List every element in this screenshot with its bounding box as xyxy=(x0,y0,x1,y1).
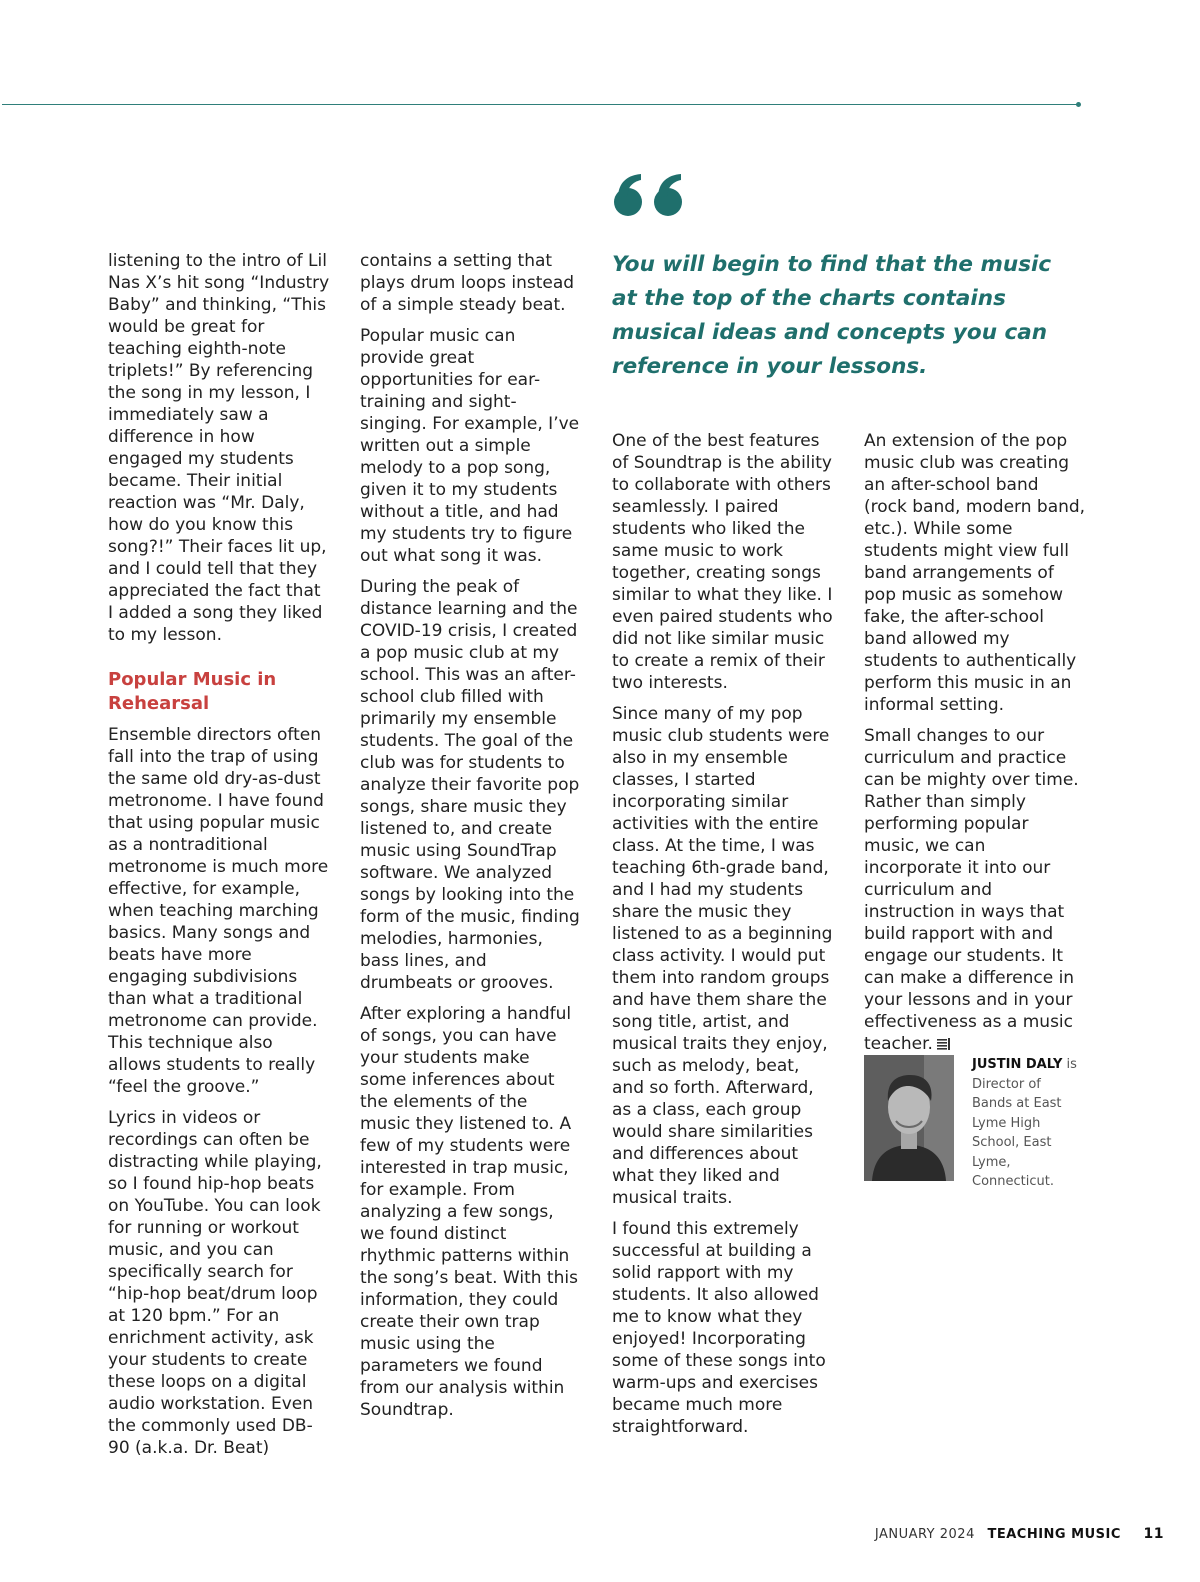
paragraph: Ensemble directors often fall into the trap of using the same old dry-as-dust metronome. I have found that using popular music as a nontraditional metronome is much more effective, for example, when teaching marching basics. Many songs and beats have more engaging subdivisions than what a traditional metronome can provide. This technique also allows students to really “feel the groove.” xyxy=(108,725,329,1097)
quote-mark-icon xyxy=(612,170,692,220)
paragraph xyxy=(864,725,1086,1055)
paragraph: I found this extremely successful at building a solid rapport with my students. It also allowed me to know what they enjoyed! Incorporating some of these songs into warm-ups and exercises became much more straightforward. xyxy=(612,1219,826,1437)
column-3 xyxy=(612,430,834,1447)
page-number: 11 xyxy=(1143,1526,1164,1542)
paragraph-text: Small changes to our curriculum and practice can be mighty over time. Rather than simply performing popular music, we can incorporate it into our curriculum and instruction in ways that build rapport with and engage our students. It can make a difference in your lessons and in your effectiveness as a music teacher. xyxy=(864,726,1079,1054)
top-rule-dot xyxy=(1076,102,1081,107)
author-bio-text xyxy=(972,1055,1082,1192)
issue-date: JANUARY 2024 xyxy=(874,1527,975,1542)
section-heading: Popular Music in Rehearsal xyxy=(108,669,277,714)
author-description: is Director of Bands at East Lyme High School, East Lyme, Connecticut. xyxy=(972,1057,1077,1189)
author-bio xyxy=(864,1055,1094,1189)
paragraph: listening to the intro of Lil Nas X’s hit song “Industry Baby” and thinking, “This would be great for teaching eighth-note triplets!” By referencing the song in my lesson, I immediately saw a difference in how engaged my students became. Their initial reaction was “Mr. Daly, how do you know this song?!” Their faces lit up, and I could tell that they appreciated the fact that I added a song they liked to my lesson. xyxy=(108,251,330,645)
author-name: JUSTIN DALY xyxy=(972,1057,1063,1072)
author-photo xyxy=(864,1055,954,1181)
paragraph: Lyrics in videos or recordings can often be distracting while playing, so I found hip-hop beats on YouTube. You can look for running or workout music, and you can specifically search for “hip-hop beat/drum loop at 120 bpm.” For an enrichment activity, ask your students to create these loops on a digital audio workstation. Even the commonly used DB-90 (a.k.a. Dr. Beat) xyxy=(108,1108,322,1458)
paragraph: After exploring a handful of songs, you can have your students make some inferences about the elements of the music they listened to. A few of my students were interested in trap music, for example. From analyzing a few songs, we found distinct rhythmic patterns within the song’s beat. With this information, they could create their own trap music using the parameters we found from our analysis within Soundtrap. xyxy=(360,1004,578,1420)
pull-quote: You will begin to find that the music at the top of the charts contains musical ideas and concepts you can reference in your lessons. xyxy=(612,252,1052,379)
paragraph: contains a setting that plays drum loops instead of a simple steady beat. xyxy=(360,251,575,315)
magazine-title: TEACHING MUSIC xyxy=(987,1527,1121,1542)
paragraph: Popular music can provide great opportunities for ear-training and sight-singing. For example, I’ve written out a simple melody to a pop song, given it to my students without a title, and had my students try to figure out what song it was. xyxy=(360,326,580,566)
paragraph: An extension of the pop music club was creating an after-school band (rock band, modern band, etc.). While some students might view full band arrangements of pop music as somehow fake, the after-school band allowed my students to authentically perform this music in an informal setting. xyxy=(864,431,1086,715)
end-mark-icon xyxy=(937,1038,951,1050)
top-rule xyxy=(2,104,1078,105)
column-4 xyxy=(864,430,1086,1064)
paragraph: One of the best features of Soundtrap is the ability to collaborate with others seamlessly. I paired students who liked the same music to work together, creating songs similar to what they like. I even paired students who did not like similar music to create a remix of their two interests. xyxy=(612,431,833,693)
column-1 xyxy=(108,250,330,1468)
paragraph: Since many of my pop music club students were also in my ensemble classes, I started incorporating similar activities with the entire class. At the time, I was teaching 6th-grade band, and I had my students share the music they listened to as a beginning class activity. I would put them into random groups and have them share the song title, artist, and musical traits they enjoy, such as melody, beat, and so forth. Afterward, as a class, each group would share similarities and differences about what they liked and musical traits. xyxy=(612,704,833,1208)
page-footer xyxy=(875,1526,1164,1542)
column-2 xyxy=(360,250,580,1430)
paragraph: During the peak of distance learning and the COVID-19 crisis, I created a pop music club at my school. This was an after-school club filled with primarily my ensemble students. The goal of the club was for students to analyze their favorite pop songs, share music they listened to, and create music using SoundTrap software. We analyzed songs by looking into the form of the music, finding melodies, harmonies, bass lines, and drumbeats or grooves. xyxy=(360,577,580,993)
